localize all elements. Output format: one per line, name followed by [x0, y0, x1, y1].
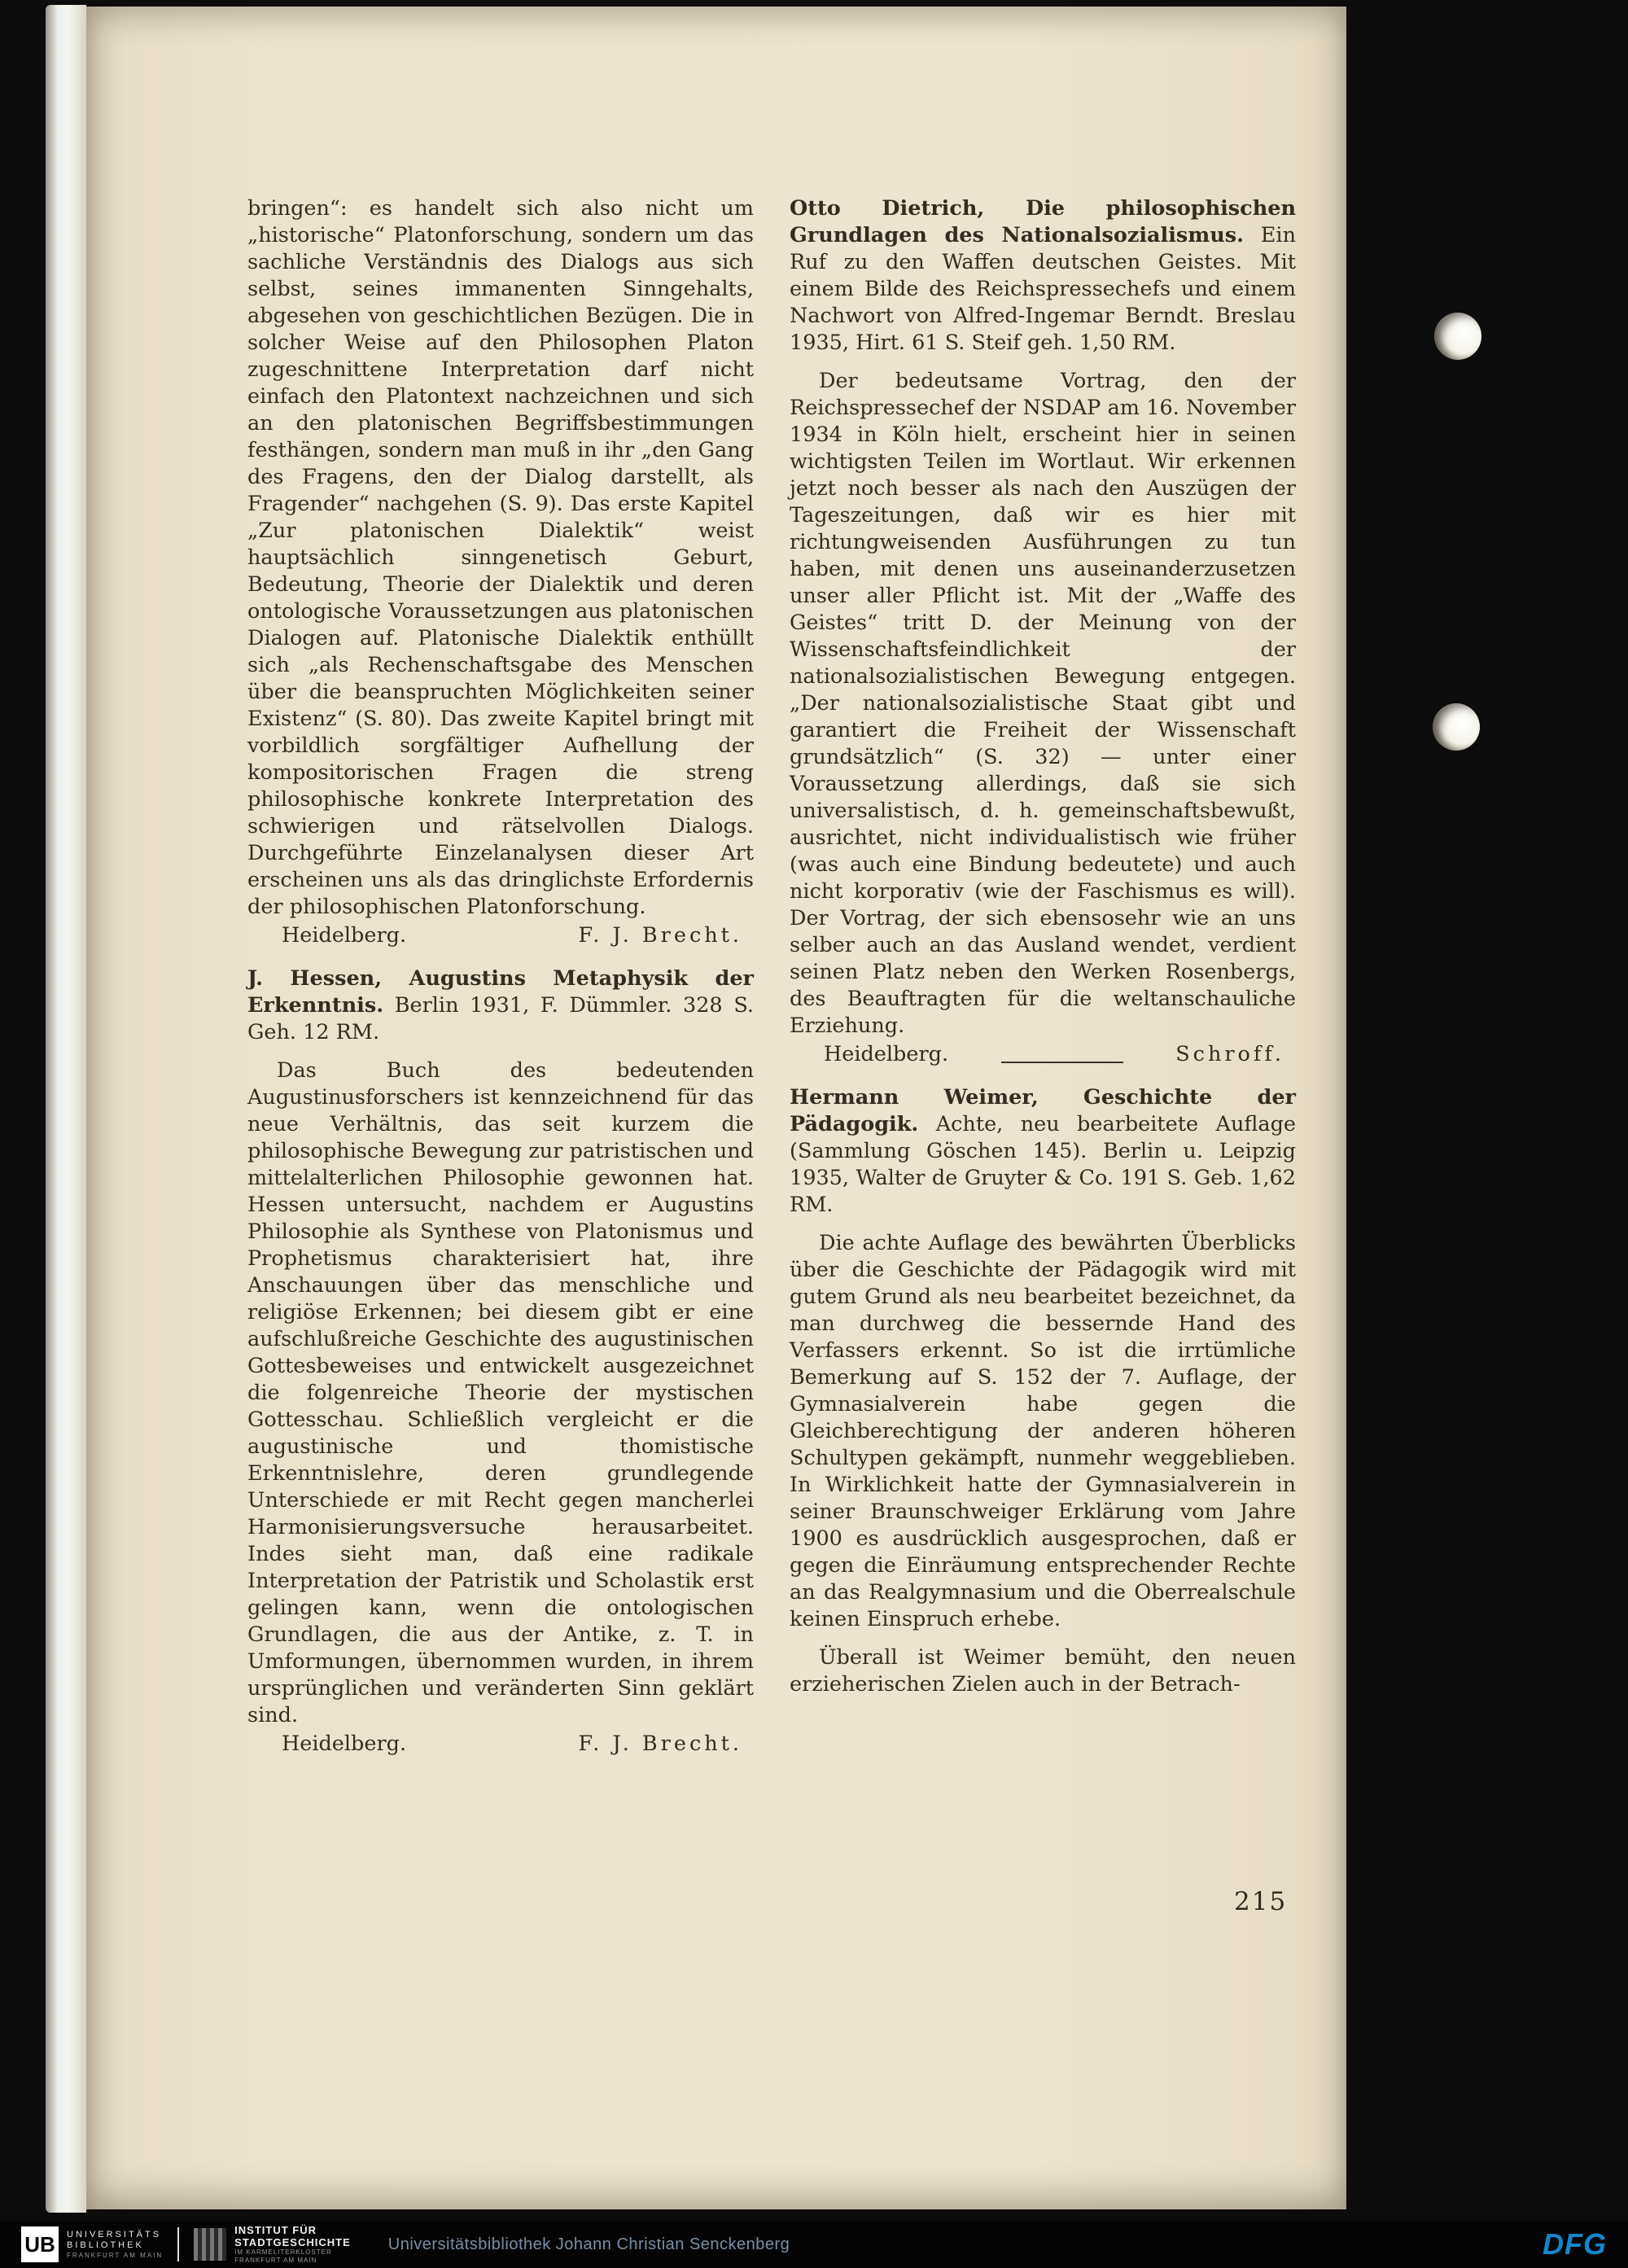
signature-name: Schroff.	[1175, 1042, 1284, 1066]
review-body-weimer-2: Überall ist Weimer bemüht, den neuen erzieherischen Zielen auch in der Betrach-	[790, 1645, 1296, 1697]
isg-line-3: IM KARMELITERKLOSTER	[234, 2248, 332, 2256]
punch-hole-bottom	[1433, 703, 1480, 751]
isg-line-1: INSTITUT FÜR	[234, 2224, 317, 2236]
stadtgeschichte-logo-icon[interactable]	[194, 2228, 226, 2261]
ub-logo[interactable]: UB	[21, 2226, 59, 2262]
footer-separator	[177, 2227, 179, 2261]
viewer-footer-bar	[0, 2221, 1628, 2268]
review-continuation-paragraph: bringen“: es handelt sich also nicht um „historische“ Platonforschung, sondern um das sachliche Verständnis des Dialogs aus sich selbst, seines immanenten Sinngehalts, abgesehen von geschichtlichen Bezügen. Die in solcher Weise auf den Philosophen Platon zugeschnittene Interpretation darf nicht einfach den Platontext nachzeichnen und sich an den platonischen Begriffsbestimmungen festhängen, sondern man muß in ihr „den Gang des Fragens, den der Dialog darstellt, als Fragender“ nachgehen (S. 9). Das erste Kapitel „Zur platonischen Dialektik“ weist hauptsächlich sinngenetisch Geburt, Bedeutung, Theorie der Dialektik und deren ontologische Voraussetzungen aus platonischen Dialogen auf. Platonische Dialektik enthüllt sich „als Rechenschaftsgabe des Menschen über die beanspruchten Möglichkeiten seiner Existenz“ (S. 80). Das zweite Kapitel bringt mit vorbildlich sorgfältiger Aufhellung der kompositorischen Fragen die streng philosophische konkrete Interpretation des schwierigen und rätselvollen Dialogs. Durchgeführte Einzelanalysen dieser Art erscheinen uns als das dringlichste Erfordernis der philosophischen Platonforschung.	[247, 196, 754, 919]
text-columns	[247, 195, 1296, 1758]
page-number: 215	[1234, 1887, 1288, 1916]
review-heading-hessen	[247, 965, 754, 1046]
signature-line	[247, 1731, 754, 1758]
isg-line-2: STADTGESCHICHTE	[234, 2236, 351, 2248]
signature-place: Heidelberg.	[824, 1042, 949, 1066]
punch-hole-top	[1434, 313, 1481, 360]
review-heading-weimer	[790, 1084, 1296, 1219]
review-body-weimer-1: Die achte Auflage des bewährten Überblicks über die Geschichte der Pädagogik wird mit gutem Grund als neu bearbeitet bezeichnet, da man durchweg die bessernde Hand des Verfassers erkennt. So ist die irrtümliche Bemerkung auf S. 152 der 7. Auflage, der Gymnasialverein habe gegen die Gleichberechtigung der anderen höheren Schultypen gekämpft, nunmehr weggeblieben. In Wirklichkeit hatte der Gymnasialverein in seiner Braunschweiger Erklärung vom Jahre 1900 es ausdrücklich ausgesprochen, daß er gegen die Einräumung entsprechender Rechte an das Realgymnasium und die Oberrealschule keinen Einspruch erhebe.	[790, 1231, 1296, 1631]
signature-place: Heidelberg.	[282, 1732, 407, 1756]
review-heading-bold: J. Hessen, Augustins Metaphysik der Erkenntnis.	[247, 966, 754, 1018]
review-body-dietrich: Der bedeutsame Vortrag, den der Reichspressechef der NSDAP am 16. November 1934 in Köln hielt, erscheint hier in seinen wichtigsten Teilen im Wortlaut. Wir erkennen jetzt noch besser als nach den Auszügen der Tageszeitungen, daß wir es hier mit richtungweisenden Ausführungen zu tun haben, mit denen uns auseinanderzusetzen unser aller Pflicht ist. Mit der „Waffe des Geistes“ tritt D. der Meinung von der Wissenschaftsfeindlichkeit der nationalsozialistischen Bewegung entgegen. „Der nationalsozialistische Staat gibt und garantiert die Freiheit der Wissenschaft grundsätzlich“ (S. 32) — unter einer Voraussetzung allerdings, daß sie sich universalistisch, d. h. gemeinschaftsbewußt, ausrichtet, nicht individualistisch wie früher (was auch eine Bindung bedeutete) und auch nicht korporativ (wie der Faschismus es will). Der Vortrag, der sich ebensosehr wie an uns selber auch an das Ausland wendet, verdient seinen Platz neben den Werken Rosenbergs, des Beauftragten für die weltanschauliche Erziehung.	[790, 369, 1296, 1038]
review-heading-bold: Hermann Weimer, Geschichte der Pädagogik.	[790, 1085, 1296, 1136]
divider-rule	[1001, 1062, 1123, 1063]
signature-line	[247, 922, 754, 949]
signature-name: F. J. Brecht.	[578, 1732, 742, 1756]
ub-logo-text	[67, 2230, 163, 2260]
previous-page-edge	[46, 5, 86, 2213]
ub-line-3: FRANKFURT AM MAIN	[67, 2251, 164, 2259]
signature-place: Heidelberg.	[282, 923, 407, 948]
ub-line-1: UNIVERSITÄTS	[67, 2229, 162, 2240]
review-heading-rest: Ein Ruf zu den Waffen deutschen Geistes. Mit einem Bilde des Reichspressechefs und einem Nachwort von Alfred-Ingemar Berndt. Breslau 1935, Hirt. 61 S. Steif geh. 1,50 RM.	[790, 223, 1296, 355]
stadtgeschichte-logo-text	[234, 2224, 351, 2265]
review-heading-rest: Achte, neu bearbeitete Auflage (Sammlung Göschen 145). Berlin u. Leipzig 1935, Walter de Gruyter & Co. 191 S. Geb. 1,62 RM.	[790, 1112, 1296, 1217]
review-body-hessen: Das Buch des bedeutenden Augustinusforschers ist kennzeichnend für das neue Verhältnis, das seit kurzem die philosophische Bewegung zur patristischen und mittelalterlichen Philosophie gewonnen hat. Hessen untersucht, nachdem er Augustins Philosophie als Synthese von Platonismus und Prophetismus charakterisiert hat, ihre Anschauungen über das menschliche und religiöse Erkennen; bei diesem gibt er eine aufschlußreiche Geschichte des augustinischen Gottesbeweises und entwickelt ausgezeichnet die folgenreiche Theorie der mystischen Gottesschau. Schließlich vergleicht er die augustinische und thomistische Erkenntnislehre, deren grundlegende Unterschiede er mit Recht gegen mancherlei Harmonisierungsversuche herausarbeitet. Indes sieht man, daß eine radikale Interpretation der Patristik und Scholastik erst gelingen kann, wenn die ontologischen Grundlagen, die aus der Antike, z. T. in Umformungen, übernommen wurden, in ihrem ursprünglichen und veränderten Sinn geklärt sind.	[247, 1058, 754, 1727]
isg-line-4: FRANKFURT AM MAIN	[234, 2257, 317, 2264]
signature-name: F. J. Brecht.	[578, 923, 742, 948]
library-name: Universitätsbibliothek Johann Christian Senckenberg	[387, 2235, 790, 2253]
right-column	[790, 195, 1296, 1758]
dfg-logo[interactable]: DFG	[1543, 2227, 1607, 2261]
review-heading-bold: Otto Dietrich, Die philosophischen Grundlagen des Nationalsozialismus.	[790, 196, 1296, 247]
scanned-page	[86, 7, 1346, 2209]
signature-line	[790, 1041, 1296, 1068]
left-column	[247, 195, 754, 1758]
review-heading-rest: Berlin 1931, F. Dümmler. 328 S. Geh. 12 RM.	[247, 993, 754, 1044]
ub-line-2: BIBLIOTHEK	[67, 2240, 144, 2250]
review-heading-dietrich	[790, 195, 1296, 357]
